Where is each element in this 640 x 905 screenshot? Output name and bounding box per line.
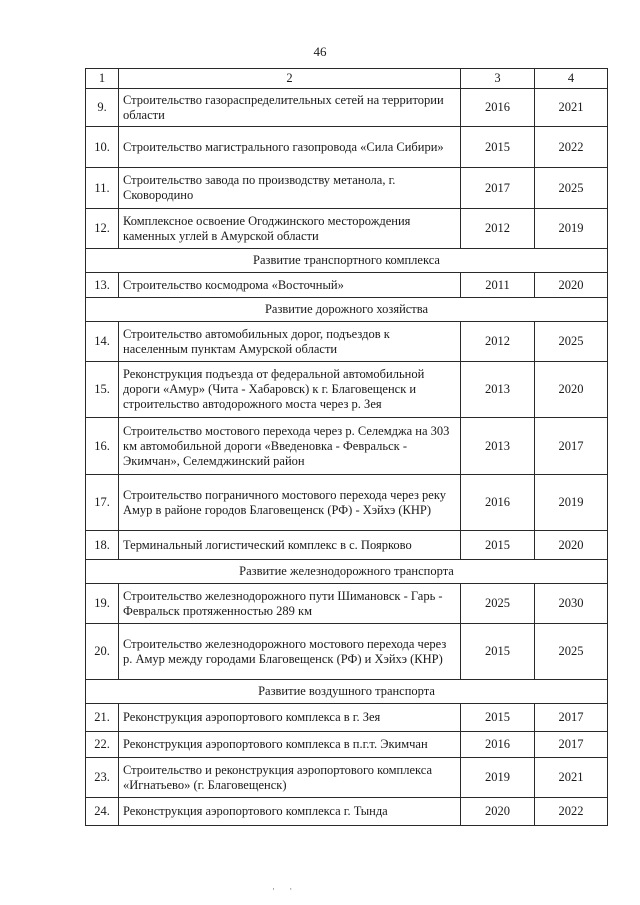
end-year: 2019 (535, 209, 608, 249)
row-number: 14. (86, 322, 119, 362)
table-row (86, 798, 608, 826)
start-year: 2025 (461, 584, 535, 624)
end-year: 2020 (535, 273, 608, 298)
project-name: Строительство газораспределительных сетей на территории области (119, 89, 461, 127)
table-row (86, 322, 608, 362)
start-year: 2015 (461, 531, 535, 560)
row-number: 20. (86, 624, 119, 680)
table-row (86, 531, 608, 560)
end-year: 2017 (535, 732, 608, 758)
project-name: Терминальный логистический комплекс в с. Поярково (119, 531, 461, 560)
section-title: Развитие воздушного транспорта (86, 680, 608, 704)
header-col-2: 2 (119, 69, 461, 89)
start-year: 2012 (461, 322, 535, 362)
section-title: Развитие дорожного хозяйства (86, 298, 608, 322)
row-number: 9. (86, 89, 119, 127)
row-number: 19. (86, 584, 119, 624)
project-name: Строительство завода по производству метанола, г. Сковородино (119, 168, 461, 209)
row-number: 11. (86, 168, 119, 209)
project-name: Реконструкция аэропортового комплекса в г. Зея (119, 704, 461, 732)
end-year: 2025 (535, 624, 608, 680)
row-number: 16. (86, 418, 119, 475)
table-row (86, 418, 608, 475)
row-number: 12. (86, 209, 119, 249)
start-year: 2019 (461, 758, 535, 798)
section-title: Развитие транспортного комплекса (86, 249, 608, 273)
project-name: Строительство космодрома «Восточный» (119, 273, 461, 298)
start-year: 2016 (461, 89, 535, 127)
project-name: Строительство и реконструкция аэропортового комплекса «Игнатьево» (г. Благовещенск) (119, 758, 461, 798)
end-year: 2025 (535, 322, 608, 362)
start-year: 2015 (461, 704, 535, 732)
project-name: Строительство пограничного мостового перехода через реку Амур в районе городов Благовещенск (РФ) - Хэйхэ (КНР) (119, 475, 461, 531)
page-number: 46 (313, 44, 327, 59)
table-row (86, 209, 608, 249)
table-row (86, 89, 608, 127)
section-row (86, 560, 608, 584)
table-row (86, 758, 608, 798)
row-number: 10. (86, 127, 119, 168)
start-year: 2015 (461, 127, 535, 168)
start-year: 2016 (461, 732, 535, 758)
start-year: 2020 (461, 798, 535, 826)
project-name: Строительство магистрального газопровода «Сила Сибири» (119, 127, 461, 168)
start-year: 2016 (461, 475, 535, 531)
end-year: 2019 (535, 475, 608, 531)
start-year: 2013 (461, 362, 535, 418)
header-col-1: 1 (86, 69, 119, 89)
scan-dots: · · (272, 884, 299, 894)
row-number: 18. (86, 531, 119, 560)
row-number: 22. (86, 732, 119, 758)
row-number: 13. (86, 273, 119, 298)
table-row (86, 475, 608, 531)
table-row (86, 584, 608, 624)
start-year: 2017 (461, 168, 535, 209)
section-row (86, 249, 608, 273)
table-row (86, 624, 608, 680)
project-name: Реконструкция аэропортового комплекса в п.г.т. Экимчан (119, 732, 461, 758)
table-header-row (86, 69, 608, 89)
project-name: Строительство мостового перехода через р. Селемджа на 303 км автомобильной дороги «Введеновка - Февральск - Экимчан», Селемджинский район (119, 418, 461, 475)
end-year: 2022 (535, 798, 608, 826)
projects-table (85, 68, 608, 826)
end-year: 2020 (535, 362, 608, 418)
row-number: 15. (86, 362, 119, 418)
row-number: 23. (86, 758, 119, 798)
start-year: 2012 (461, 209, 535, 249)
end-year: 2022 (535, 127, 608, 168)
table-row (86, 704, 608, 732)
project-name: Строительство автомобильных дорог, подъездов к населенным пунктам Амурской области (119, 322, 461, 362)
section-row (86, 298, 608, 322)
end-year: 2020 (535, 531, 608, 560)
row-number: 21. (86, 704, 119, 732)
project-name: Строительство железнодорожного мостового перехода через р. Амур между городами Благовещенск (РФ) и Хэйхэ (КНР) (119, 624, 461, 680)
end-year: 2025 (535, 168, 608, 209)
end-year: 2021 (535, 758, 608, 798)
header-col-4: 4 (535, 69, 608, 89)
end-year: 2030 (535, 584, 608, 624)
end-year: 2017 (535, 704, 608, 732)
start-year: 2015 (461, 624, 535, 680)
end-year: 2017 (535, 418, 608, 475)
row-number: 17. (86, 475, 119, 531)
project-name: Реконструкция подъезда от федеральной автомобильной дороги «Амур» (Чита - Хабаровск) к г. Благовещенск и строительство автодорожного моста через р. Зея (119, 362, 461, 418)
start-year: 2011 (461, 273, 535, 298)
end-year: 2021 (535, 89, 608, 127)
section-row (86, 680, 608, 704)
start-year: 2013 (461, 418, 535, 475)
header-col-3: 3 (461, 69, 535, 89)
project-name: Комплексное освоение Огоджинского месторождения каменных углей в Амурской области (119, 209, 461, 249)
table-row (86, 362, 608, 418)
section-title: Развитие железнодорожного транспорта (86, 560, 608, 584)
project-name: Реконструкция аэропортового комплекса г. Тында (119, 798, 461, 826)
table-row (86, 127, 608, 168)
row-number: 24. (86, 798, 119, 826)
project-name: Строительство железнодорожного пути Шимановск - Гарь - Февральск протяженностью 289 км (119, 584, 461, 624)
table-row (86, 168, 608, 209)
table-row (86, 732, 608, 758)
table-row (86, 273, 608, 298)
